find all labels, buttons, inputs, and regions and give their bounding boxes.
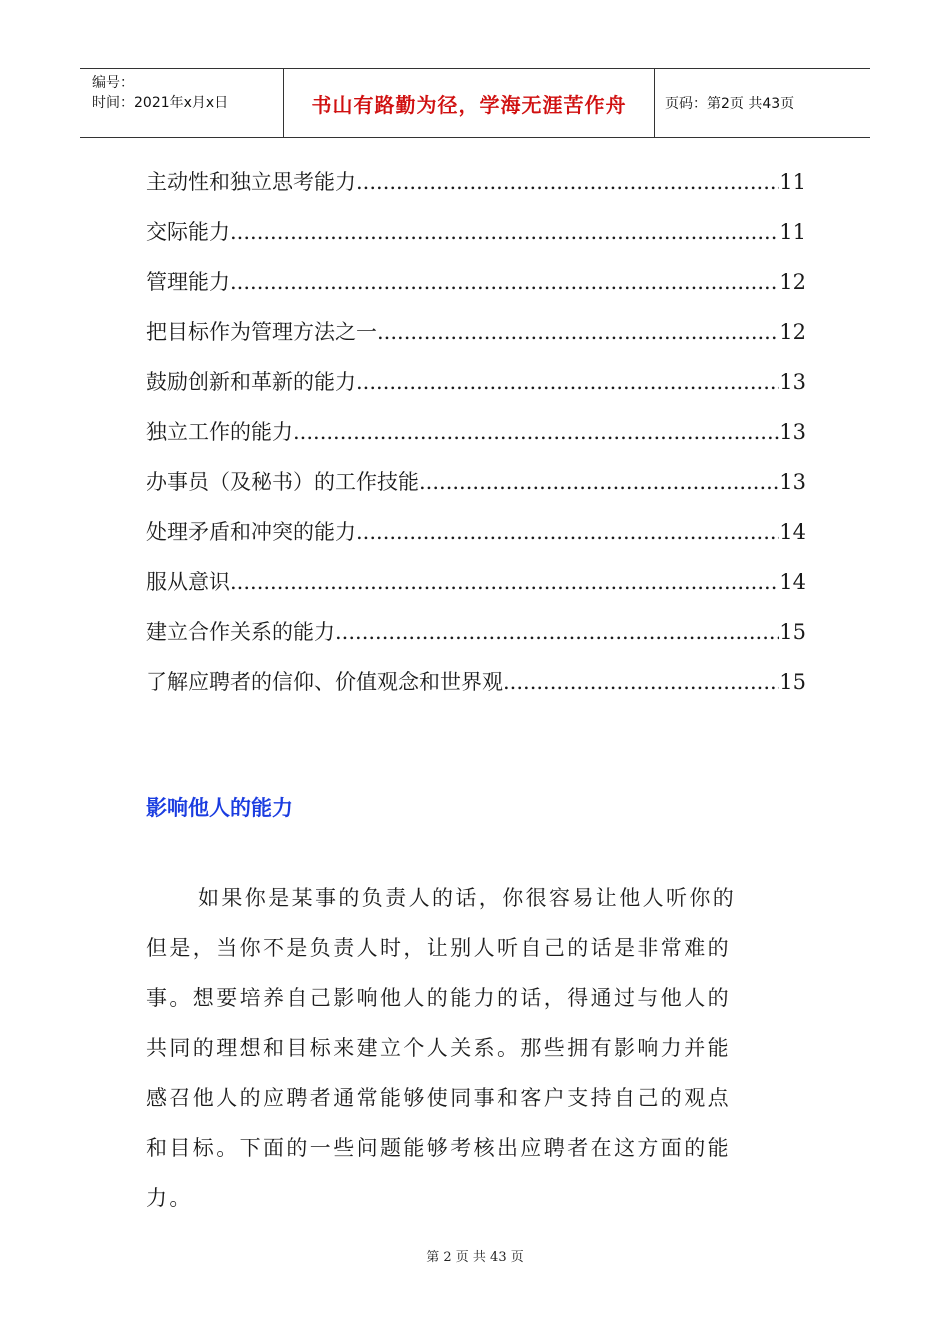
toc-entry-title: 独立工作的能力 xyxy=(146,420,293,444)
toc-entry-title: 了解应聘者的信仰、价值观念和世界观 xyxy=(146,670,503,694)
toc-entry-page: 11 xyxy=(779,170,806,194)
toc-entry[interactable] xyxy=(146,316,806,366)
body-line: 共同的理想和目标来建立个人关系。那些拥有影响力并能 xyxy=(146,1036,731,1060)
toc-entry-page: 13 xyxy=(779,420,806,444)
toc-leader xyxy=(377,320,779,344)
toc-entry-title: 把目标作为管理方法之一 xyxy=(146,320,377,344)
toc-leader xyxy=(230,220,779,244)
toc-entry-page: 14 xyxy=(779,570,806,594)
toc-entry-title: 办事员（及秘书）的工作技能 xyxy=(146,470,419,494)
toc-entry-title: 主动性和独立思考能力 xyxy=(146,170,356,194)
toc-entry-page: 15 xyxy=(779,670,806,694)
toc-entry[interactable] xyxy=(146,516,806,566)
toc-entry[interactable] xyxy=(146,616,806,666)
header-meta xyxy=(80,69,283,137)
table-of-contents xyxy=(146,166,806,716)
toc-entry-page: 12 xyxy=(779,320,806,344)
header-motto: 书山有路勤为径，学海无涯苦作舟 xyxy=(283,69,655,137)
page-header xyxy=(80,68,870,138)
toc-leader xyxy=(419,470,779,494)
toc-entry-title: 管理能力 xyxy=(146,270,230,294)
toc-leader xyxy=(356,520,779,544)
body-line: 和目标。下面的一些问题能够考核出应聘者在这方面的能 xyxy=(146,1136,731,1160)
toc-leader xyxy=(293,420,779,444)
toc-entry[interactable] xyxy=(146,166,806,216)
toc-entry-title: 鼓励创新和革新的能力 xyxy=(146,370,356,394)
toc-entry-page: 11 xyxy=(779,220,806,244)
toc-leader xyxy=(503,670,779,694)
toc-leader xyxy=(356,370,779,394)
toc-entry-title: 处理矛盾和冲突的能力 xyxy=(146,520,356,544)
toc-leader xyxy=(356,170,779,194)
toc-leader xyxy=(230,570,779,594)
section-body xyxy=(146,880,806,1230)
toc-entry-title: 建立合作关系的能力 xyxy=(146,620,335,644)
toc-entry-page: 14 xyxy=(779,520,806,544)
header-number-label: 编号： xyxy=(92,75,134,91)
toc-entry[interactable] xyxy=(146,216,806,266)
toc-entry[interactable] xyxy=(146,566,806,616)
toc-leader xyxy=(335,620,779,644)
body-line: 感召他人的应聘者通常能够使同事和客户支持自己的观点 xyxy=(146,1086,731,1110)
toc-entry-page: 15 xyxy=(779,620,806,644)
body-line: 如果你是某事的负责人的话，你很容易让他人听你的 xyxy=(198,886,737,910)
toc-entry-page: 12 xyxy=(779,270,806,294)
section-heading: 影响他人的能力 xyxy=(146,796,293,820)
page-footer: 第 2 页 共 43 页 xyxy=(426,1250,524,1265)
toc-entry[interactable] xyxy=(146,466,806,516)
toc-entry-title: 服从意识 xyxy=(146,570,230,594)
toc-leader xyxy=(230,270,779,294)
toc-entry-title: 交际能力 xyxy=(146,220,230,244)
body-line: 但是，当你不是负责人时，让别人听自己的话是非常难的 xyxy=(146,936,731,960)
body-line: 力。 xyxy=(146,1186,193,1210)
header-time-label: 时间：2021年x月x日 xyxy=(92,95,229,111)
header-page-info: 页码：第2页 共43页 xyxy=(665,96,795,112)
toc-entry[interactable] xyxy=(146,366,806,416)
toc-entry[interactable] xyxy=(146,666,806,716)
toc-entry[interactable] xyxy=(146,416,806,466)
toc-entry[interactable] xyxy=(146,266,806,316)
toc-entry-page: 13 xyxy=(779,470,806,494)
body-line: 事。想要培养自己影响他人的能力的话，得通过与他人的 xyxy=(146,986,731,1010)
toc-entry-page: 13 xyxy=(779,370,806,394)
